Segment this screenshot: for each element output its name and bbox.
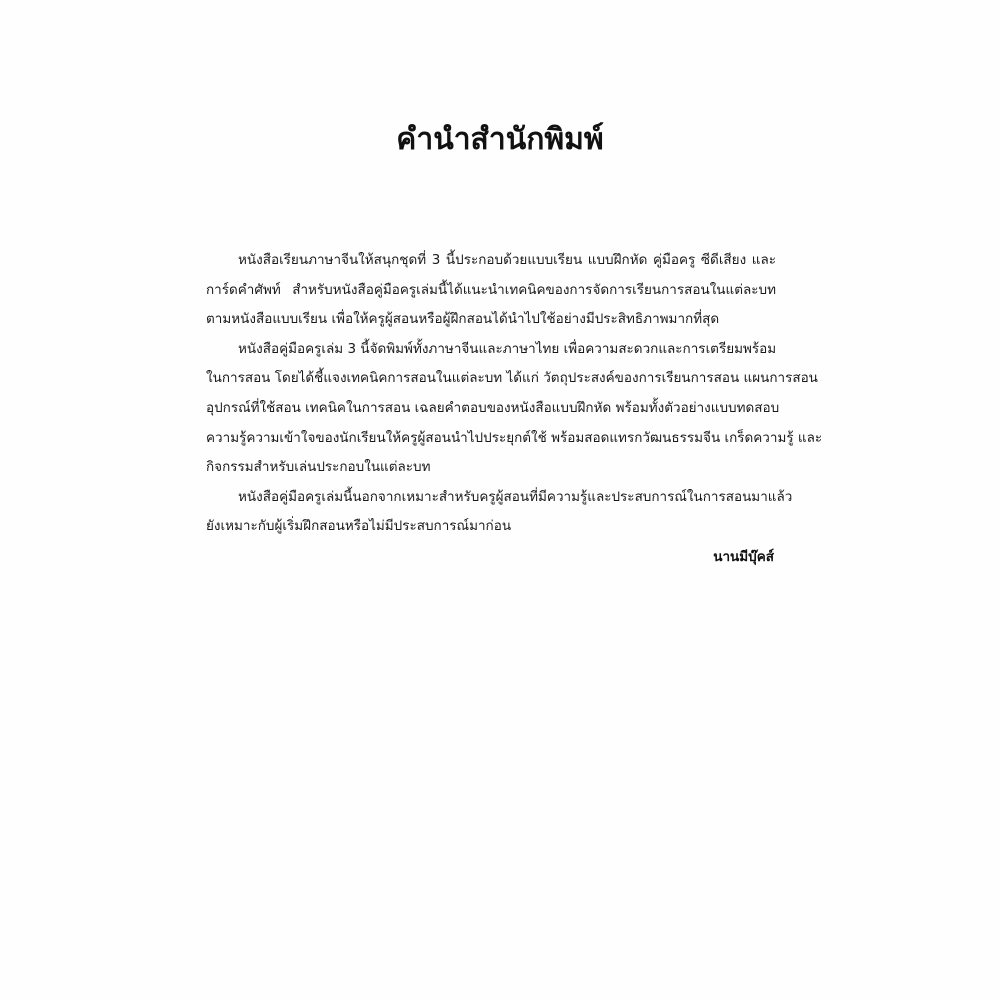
paragraph-line: ตามหนังสือแบบเรียน เพื่อให้ครูผู้สอนหรือผู้ฝึกสอนได้นำไปใช้อย่างมีประสิทธิภาพมากที่สุด <box>206 311 720 328</box>
paragraph-line: หนังสือคู่มือครูเล่ม 3 นี้จัดพิมพ์ทั้งภาษาจีนและภาษาไทย เพื่อความสะดวกและการเตรียมพร้อม <box>238 340 777 357</box>
paragraph-line: ยังเหมาะกับผู้เริ่มฝึกสอนหรือไม่มีประสบการณ์มาก่อน <box>206 518 512 535</box>
paragraph-line: หนังสือคู่มือครูเล่มนี้นอกจากเหมาะสำหรับครูผู้สอนที่มีความรู้และประสบการณ์ในการสอนมาแล้ว <box>238 488 793 505</box>
paragraph-line: ในการสอน โดยได้ชี้แจงเทคนิคการสอนในแต่ละบท ได้แก่ วัตถุประสงค์ของการเรียนการสอน แผนการสอน <box>206 370 818 387</box>
paragraph-line: อุปกรณ์ที่ใช้สอน เทคนิคในการสอน เฉลยคำตอบของหนังสือแบบฝึกหัด พร้อมทั้งตัวอย่างแบบทดสอบ <box>206 399 780 416</box>
paragraph-line: การ์ดคำศัพท์ สำหรับหนังสือคู่มือครูเล่มนี้ได้แนะนำเทคนิคของการจัดการเรียนการสอนในแต่ละบท <box>206 281 776 298</box>
paragraph-line: ความรู้ความเข้าใจของนักเรียนให้ครูผู้สอนนำไปประยุกต์ใช้ พร้อมสอดแทรกวัฒนธรรมจีน เกร็ดความรู้ และ <box>206 429 823 446</box>
paragraph-line: กิจกรรมสำหรับเล่นประกอบในแต่ละบท <box>206 459 431 476</box>
paragraph-line: หนังสือเรียนภาษาจีนให้สนุกชุดที่ 3 นี้ประกอบด้วยแบบเรียน แบบฝึกหัด คู่มือครู ซีดีเสียง และ <box>238 252 776 268</box>
page-title: คำนำสำนักพิมพ์ <box>396 122 604 157</box>
preface-body <box>206 246 823 542</box>
publisher-signature: นานมีบุ๊คส์ <box>713 549 774 565</box>
